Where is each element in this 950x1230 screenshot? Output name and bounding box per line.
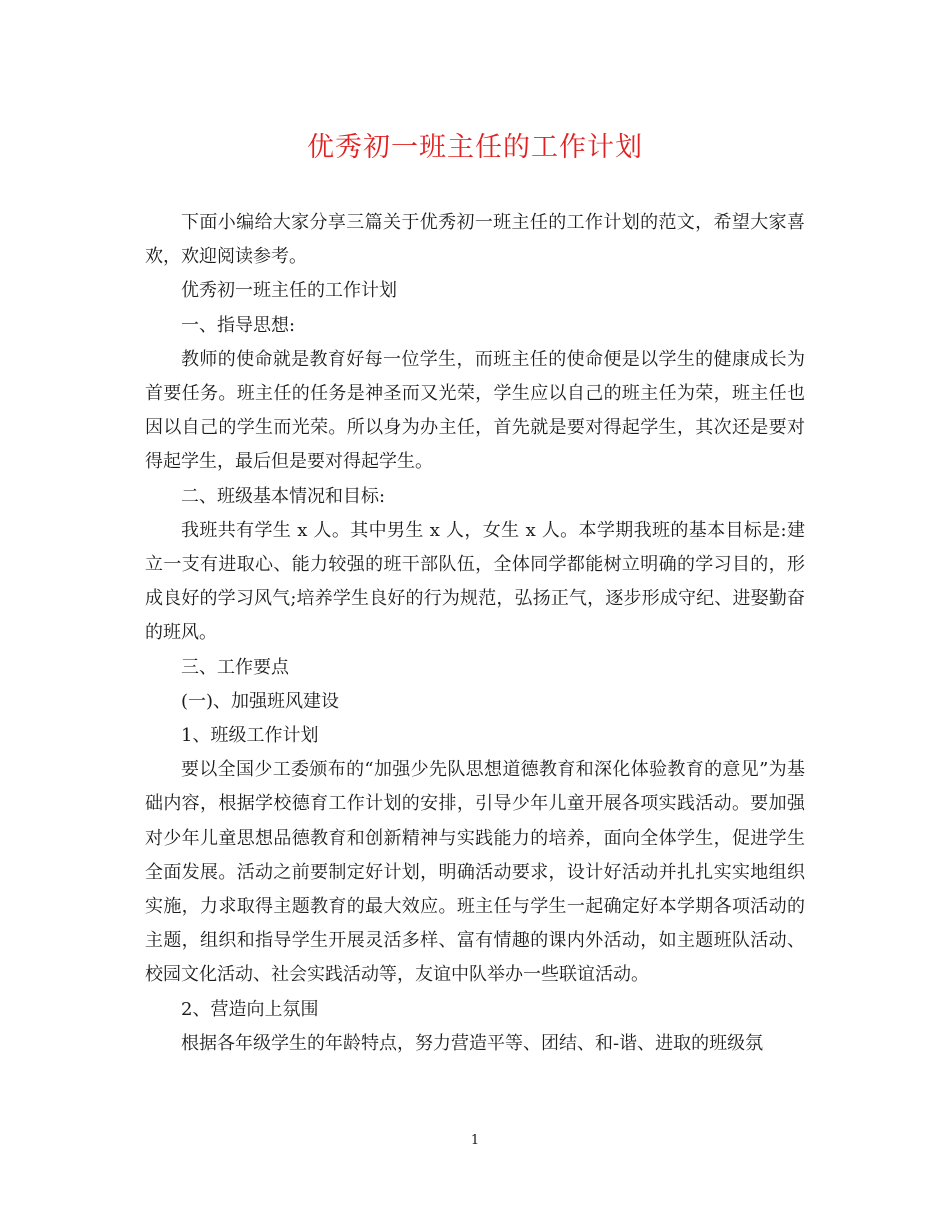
paragraph-subtitle: 优秀初一班主任的工作计划: [181, 280, 397, 302]
item-heading-atmosphere: 2、营造向上氛围: [181, 998, 319, 1020]
page-number: 1: [470, 1133, 480, 1148]
paragraph-work-plan: 要以全国少工委颁布的“加强少先队思想道德教育和深化体验教育的意见”为基础内容，根据学校德育工作计划的安排，引导少年儿童开展各项实践活动。要加强对少年儿童思想品德教育和创新精神与实践能力的培养，面向全体学生，促进学生全面发展。活动之前要制定好计划，明确活动要求，设计好活动并扎扎实实地组织实施，力求取得主题教育的最大效应。班主任与学生一起确定好本学期各项活动的主题，组织和指导学生开展灵活多样、富有情趣的课内外活动，如主题班队活动、校园文化活动、社会实践活动等，友谊中队举办一些联谊活动。: [145, 759, 805, 986]
section-heading-work-points: 三、工作要点: [181, 656, 289, 678]
paragraph-atmosphere: 根据各年级学生的年龄特点，努力营造平等、团结、和-谐、进取的班级氛: [181, 1032, 764, 1054]
item-heading-work-plan: 1、班级工作计划: [181, 725, 319, 747]
paragraph-intro: 下面小编给大家分享三篇关于优秀初一班主任的工作计划的范文，希望大家喜欢，欢迎阅读参考。: [145, 212, 805, 268]
paragraph-class-situation: 我班共有学生 x 人。其中男生 x 人，女生 x 人。本学期我班的基本目标是:建立一支有进取心、能力较强的班干部队伍，全体同学都能树立明确的学习目的，形成良好的学习风气;培养学生良好的行为规范，弘扬正气，逐步形成守纪、进娶勤奋的班风。: [145, 519, 805, 644]
section-heading-class-situation: 二、班级基本情况和目标:: [181, 485, 386, 507]
subsection-heading-class-style: (一)、加强班风建设: [181, 690, 340, 712]
document-body: [145, 206, 805, 1061]
section-heading-guiding-thought: 一、指导思想:: [181, 314, 296, 336]
document-title: 优秀初一班主任的工作计划: [307, 132, 643, 163]
paragraph-guiding-thought: 教师的使命就是教育好每一位学生，而班主任的使命便是以学生的健康成长为首要任务。班主任的任务是神圣而又光荣，学生应以自己的班主任为荣，班主任也因以自己的学生而光荣。所以身为办主任，首先就是要对得起学生，其次还是要对得起学生，最后但是要对得起学生。: [145, 348, 805, 473]
